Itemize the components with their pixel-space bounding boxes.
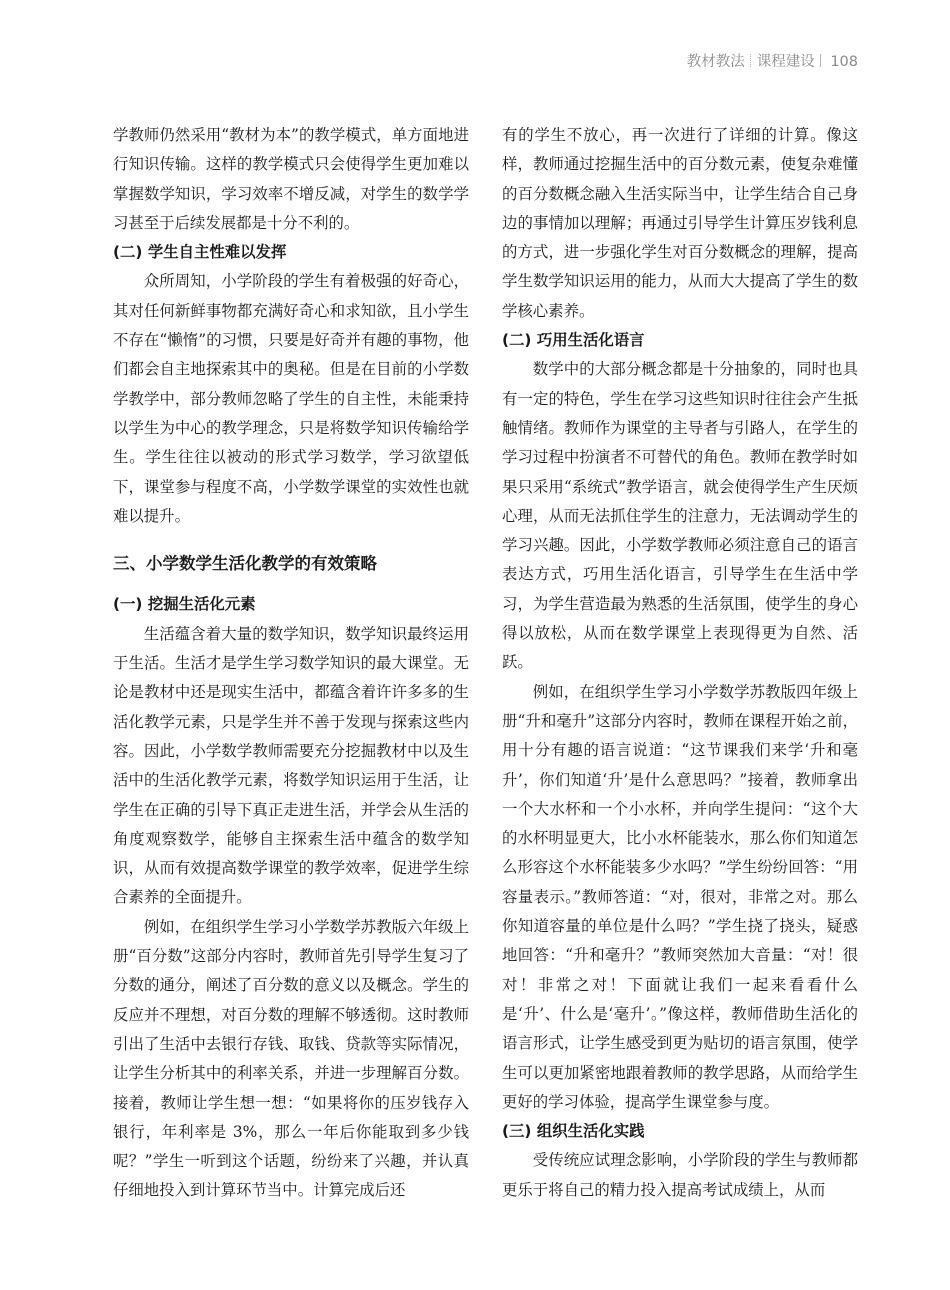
- paragraph: 例如，在组织学生学习小学数学苏教版六年级上册“百分数”这部分内容时，教师首先引导学生复习了分数的通分，阐述了百分数的意义以及概念。学生的反应并不理想，对百分数的理解不够透彻。这时教师引出了生活中去银行存钱、取钱、贷款等实际情况，让学生分析其中的利率关系，并进一步理解百分数。接着，教师让学生想一想：“如果将你的压岁钱存入银行，年利率是 3%，那么一年后你能取到多少钱呢？”学生一听到这个话题，纷纷来了兴趣，并认真仔细地投入到计算环节当中。计算完成后还: [113, 917, 469, 1200]
- subsection-heading: (三) 组织生活化实践: [502, 1122, 645, 1141]
- subsection-heading: (一) 挖掘生活化元素: [113, 595, 256, 614]
- paragraph: 众所周知，小学阶段的学生有着极强的好奇心，其对任何新鲜事物都充满好奇心和求知欲，且小学生不存在“懒惰”的习惯，只要是好奇并有趣的事物，他们都会自主地探索其中的奥秘。但是在目前的小学数学教学中，部分教师忽略了学生的自主性，未能秉持以学生为中心的教学理念，只是将数学知识传输给学生。学生往往以被动的形式学习数学，学习欲望低下，课堂参与程度不高，小学数学课堂的实效性也就难以提升。: [113, 272, 469, 525]
- header-divider: [820, 54, 821, 67]
- paragraph: 受传统应试理念影响，小学阶段的学生与教师都更乐于将自己的精力投入提高考试成绩上，从而: [502, 1151, 858, 1199]
- paragraph: 例如，在组织学生学习小学数学苏教版四年级上册“升和毫升”这部分内容时，教师在课程开始之前，用十分有趣的语言说道：“这节课我们来学‘升和毫升’，你们知道‘升’是什么意思吗？”接着，教师拿出一个大水杯和一个小水杯，并向学生提问：“这个大的水杯明显更大，比小水杯能装水，那么你们知道怎么形容这个水杯能装多少水吗？”学生纷纷回答：“用容量表示。”教师答道：“对，很对，非常之对。那么你知道容量的单位是什么吗？”学生挠了挠头，疑惑地回答：“升和毫升？”教师突然加大音量：“对！很对！非常之对！下面就让我们一起来看看什么是‘升’、什么是‘毫升’。”像这样，教师借助生活化的语言形式，让学生感受到更为贴切的语言氛围，使学生可以更加紧密地跟着教师的教学思路，从而给学生更好的学习体验，提高学生课堂参与度。: [502, 682, 858, 1111]
- subsection-heading: (二) 巧用生活化语言: [502, 331, 645, 350]
- section-heading: 三、小学数学生活化教学的有效策略: [113, 554, 377, 574]
- header-section: 教材教法: [686, 54, 745, 70]
- subsection-heading: (二) 学生自主性难以发挥: [113, 243, 287, 262]
- paragraph: 有的学生不放心，再一次进行了详细的计算。像这样，教师通过挖掘生活中的百分数元素，使复杂难懂的百分数概念融入生活实际当中，让学生结合自己身边的事情加以理解；再通过引导学生计算压岁钱利息的方式，进一步强化学生对百分数概念的理解，提高学生数学知识运用的能力，从而大大提高了学生的数学核心素养。: [502, 126, 858, 320]
- right-column: [502, 121, 858, 1205]
- paragraph: 数学中的大部分概念都是十分抽象的，同时也具有一定的特色，学生在学习这些知识时往往会产生抵触情绪。教师作为课堂的主导者与引路人，在学生的学习过程中扮演者不可替代的角色。教师在教学时如果只采用“系统式”教学语言，就会使得学生产生厌烦心理，从而无法抓住学生的注意力，无法调动学生的学习兴趣。因此，小学数学教师必须注意自己的语言表达方式，巧用生活化语言，引导学生在生活中学习，为学生营造最为熟悉的生活氛围，使学生的身心得以放松，从而在数学课堂上表现得更为自然、活跃。: [502, 360, 858, 672]
- header-column: 课程建设: [756, 54, 815, 70]
- page-number: 108: [830, 54, 858, 70]
- header-divider: [750, 54, 752, 67]
- paragraph: 生活蕴含着大量的数学知识，数学知识最终运用于生活。生活才是学生学习数学知识的最大课堂。无论是教材中还是现实生活中，都蕴含着许许多多的生活化教学元素，只是学生并不善于发现与探索这些内容。因此，小学数学教师需要充分挖掘教材中以及生活中的生活化教学元素，将数学知识运用于生活，让学生在正确的引导下真正走进生活，并学会从生活的角度观察数学，能够自主探索生活中蕴含的数学知识，从而有效提高数学课堂的教学效率，促进学生综合素养的全面提升。: [113, 624, 469, 907]
- left-column: [113, 121, 469, 1206]
- paragraph: 学教师仍然采用“教材为本”的教学模式，单方面地进行知识传输。这样的教学模式只会使得学生更加难以掌握数学知识，学习效率不增反减，对学生的数学学习甚至于后续发展都是十分不利的。: [113, 126, 469, 232]
- running-header: [500, 50, 858, 71]
